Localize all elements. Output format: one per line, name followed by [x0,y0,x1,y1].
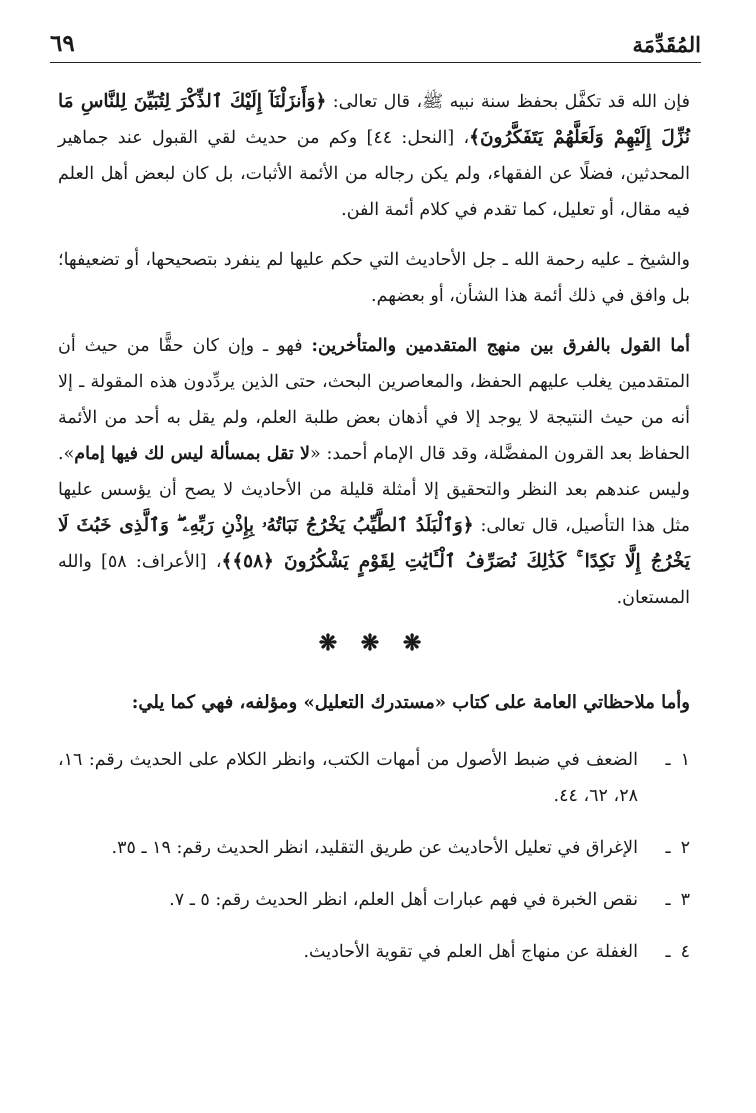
item-text: نقص الخبرة في فهم عبارات أهل العلم، انظر الحديث رقم: ٥ ـ ٧. [169,890,638,910]
paragraph-1 [58,84,690,228]
paragraph-2: والشيخ ـ عليه رحمة الله ـ جل الأحاديث التي حكم عليها لم ينفرد بتصحيحها، أو تضعيفها؛ بل وافق في ذلك أئمة هذا الشأن، أو بعضهم. [58,250,690,306]
ahmad-quote: لا تقل بمسألة ليس لك فيها إمام [74,444,311,464]
item-text: الإغراق في تعليل الأحاديث عن طريق التقليد، انظر الحديث رقم: ١٩ ـ ٣٥. [111,838,638,858]
list-item [58,882,690,918]
p1-text-b: ، [النحل: ٤٤] وكم من حديث لقي القبول عند جماهير المحدثين، فضلًا عن الفقهاء، ولم يكن رجاله من الأئمة الأثبات، بل كان لبعض أهل العلم فيه مقال، أو تعليل، كما تقدم في كلام أئمة الفن. [58,128,690,220]
item-number: ٢ـ [665,838,690,858]
section-separator: ❋ ❋ ❋ [318,630,430,656]
list-item [58,742,690,814]
page-number: ٦٩ [50,30,75,57]
item-number: ١ـ [665,750,690,770]
p1-text-a: فإن الله قد تكفَّل بحفظ سنة نبيه ﷺ، قال تعالى: [326,92,691,112]
page-body [58,84,690,986]
p3-text-b: ». وليس عندهم بعد النظر والتحقيق إلا أمثلة قليلة من الأحاديث لا يصح أن يؤسس عليها مثل هذا التأصيل، قال تعالى: [58,444,691,536]
notes-heading: وأما ملاحظاتي العامة على كتاب «مستدرك التعليل» ومؤلفه، فهي كما يلي: [131,692,690,713]
item-text: الغفلة عن منهاج أهل العلم في تقوية الأحاديث. [303,942,638,962]
paragraph-3 [58,328,690,616]
p3-text-a: فهو ـ وإن كان حقًّا من حيث أن المتقدمين يغلب عليهم الحفظ، والمعاصرين البحث، حتى الذين يردِّدون هذه المقولة ـ إلا أنه من حيث النتيجة لا يوجد إلا في أذهان بعض طلبة العلم، ولم يقل به أحد من الأئمة الحفاظ بعد القرون المفضَّلة، وقد قال الإمام أحمد: « [58,336,690,464]
item-text: الضعف في ضبط الأصول من أمهات الكتب، وانظر الكلام على الحديث رقم: ١٦، ٢٨، ٦٢، ٤٤. [58,750,638,806]
p3-text-c: ، [الأعراف: ٥٨] والله المستعان. [58,552,690,608]
running-header [50,30,701,63]
quran-verse-araf: ﴿وَٱلْبَلَدُ ٱلطَّيِّبُ يَخْرُجُ نَبَاتُهُۥ بِإِذْنِ رَبِّهِۦ ۖ وَٱلَّذِى خَبُثَ لَا يَخْرُجُ إِلَّا نَكِدًا ۚ كَذَٰلِكَ نُصَرِّفُ ٱلْـَٔايَٰتِ لِقَوْمٍ يَشْكُرُونَ ﴿٥٨﴾﴾ [58,515,690,572]
list-item [58,830,690,866]
item-number: ٤ـ [665,942,690,962]
chapter-title: المُقَدِّمَة [632,32,701,57]
quran-verse-nahl: ﴿وَأَنزَلْنَآ إِلَيْكَ ٱلذِّكْرَ لِتُبَيِّنَ لِلنَّاسِ مَا نُزِّلَ إِلَيْهِمْ وَلَعَلَّهُمْ يَتَفَكَّرُونَ﴾ [58,91,690,148]
notes-list [58,742,690,970]
item-number: ٣ـ [665,890,690,910]
p3-heading: أما القول بالفرق بين منهج المتقدمين والمتأخرين: [311,336,690,356]
list-item [58,934,690,970]
